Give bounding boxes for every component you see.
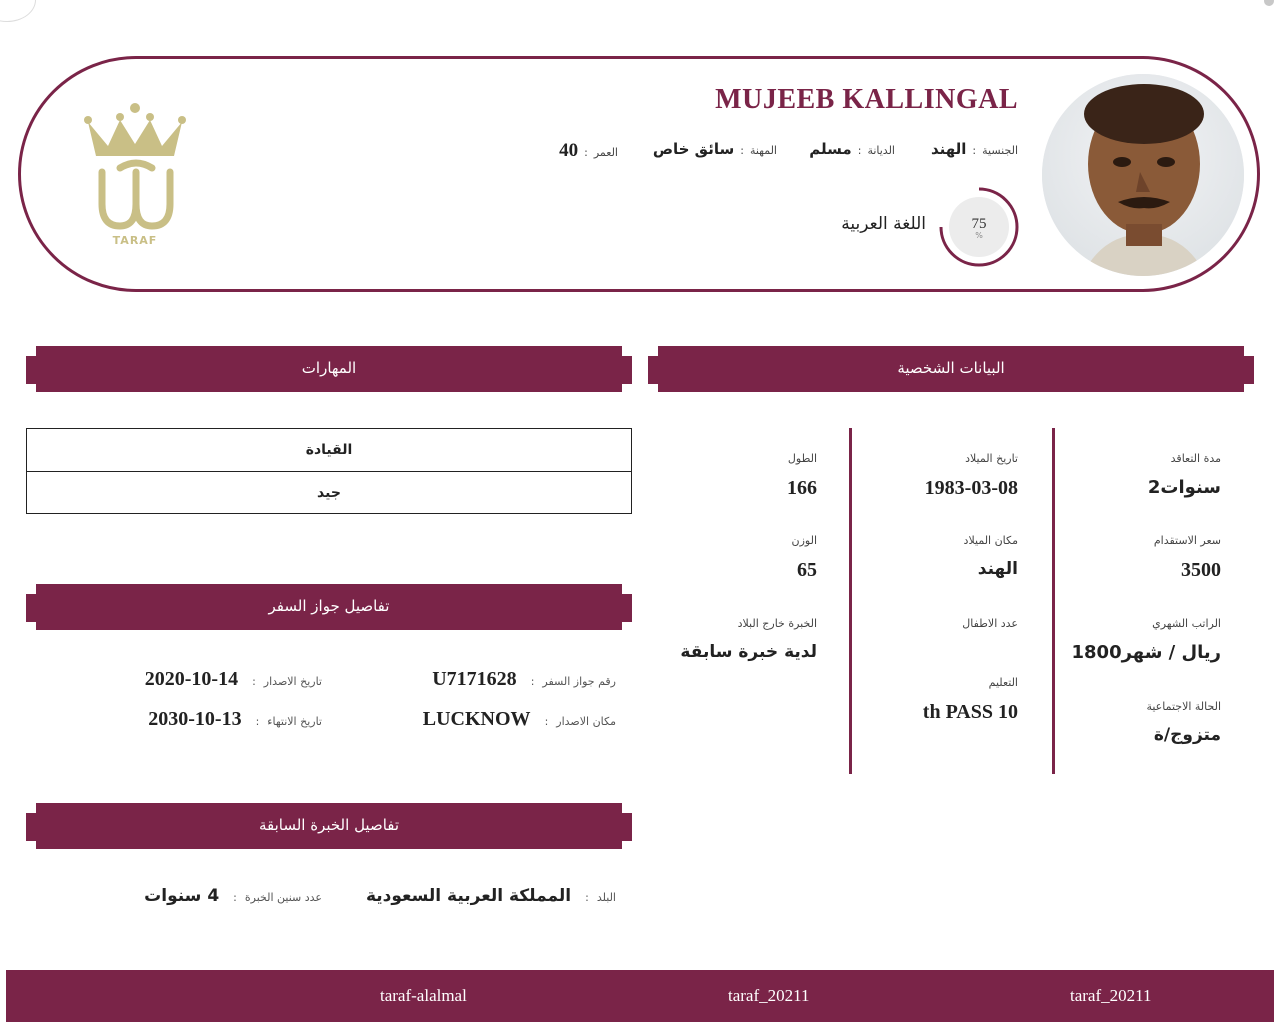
nationality-label: الجنسية: [982, 144, 1018, 157]
experience-years-value: 4 سنوات: [144, 886, 220, 906]
section-title-personal: البيانات الشخصية: [897, 359, 1005, 377]
candidate-name: MUJEEB KALLINGAL: [715, 84, 1018, 115]
profession-label: المهنة: [749, 144, 777, 157]
abroad-experience-field: [680, 617, 817, 662]
section-title-passport: تفاصيل جواز السفر: [268, 597, 390, 615]
expiry-date-label: تاريخ الانتهاء: [267, 715, 322, 728]
expiry-date-field: [148, 708, 322, 731]
monogram-icon: [102, 163, 170, 226]
issue-date-label: تاريخ الاصدار: [263, 675, 322, 688]
taraf-logo: [80, 100, 190, 250]
age-label: العمر: [593, 146, 618, 159]
age-field: [559, 140, 618, 162]
profession-field: [653, 140, 777, 158]
issue-place-value: LUCKNOW: [422, 708, 531, 730]
profile-photo: [1042, 74, 1244, 276]
issue-place-field: [423, 708, 616, 731]
monthly-salary-field: [1072, 617, 1222, 663]
section-title-skills: المهارات: [301, 359, 357, 377]
education-field: [923, 676, 1018, 724]
footer-link[interactable]: taraf_20211: [728, 986, 810, 1005]
field-value: لدية خبرة سابقة: [680, 642, 817, 662]
field-label: الراتب الشهري: [1152, 617, 1221, 630]
field-value: 1983-03-08: [924, 477, 1018, 499]
section-bar-personal: [648, 346, 1254, 392]
weight-field: [792, 534, 817, 582]
birth-place-field: [964, 534, 1018, 579]
section-bar-passport: [26, 584, 632, 630]
experience-years-label: عدد سنين الخبرة: [244, 891, 322, 904]
height-field: [787, 452, 817, 500]
field-value: 166: [787, 477, 817, 499]
field-label: مكان الميلاد: [963, 534, 1018, 547]
separator: :: [530, 675, 535, 688]
religion-label: الديانة: [867, 144, 895, 157]
skill-name: القيادة: [305, 442, 353, 458]
passport-number-label: رقم جواز السفر: [542, 675, 616, 688]
separator: :: [857, 144, 862, 157]
field-label: التعليم: [988, 676, 1018, 689]
column-divider: [1052, 428, 1055, 774]
children-count-field: [962, 617, 1018, 642]
field-label: سعر الاستقدام: [1153, 534, 1221, 547]
skill-level: جيد: [27, 471, 631, 514]
separator: :: [255, 715, 260, 728]
experience-country-field: [366, 886, 616, 906]
crown-icon: [84, 103, 186, 156]
footer-link[interactable]: taraf_20211: [1070, 986, 1152, 1005]
field-label: مدة التعاقد: [1170, 452, 1221, 465]
nationality-value: الهند: [930, 140, 967, 158]
experience-country-value: المملكة العربية السعودية: [365, 886, 572, 906]
section-title-experience: تفاصيل الخبرة السابقة: [258, 816, 400, 834]
column-divider: [849, 428, 852, 774]
separator: :: [252, 675, 256, 688]
field-value: الهند: [977, 559, 1018, 579]
field-label: الوزن: [791, 534, 817, 547]
section-bar-skills: [26, 346, 632, 392]
field-value: متزوج/ة: [1153, 725, 1221, 745]
skills-table: [26, 428, 632, 514]
experience-country-label: البلد: [596, 891, 616, 904]
profession-value: سائق خاص: [652, 140, 735, 158]
field-label: تاريخ الميلاد: [965, 452, 1018, 465]
field-value: th PASS 10: [922, 701, 1018, 723]
field-label: الطول: [787, 452, 817, 465]
religion-value: مسلم: [809, 140, 852, 158]
gauge-value: 75: [971, 216, 987, 232]
recruitment-price-field: [1154, 534, 1221, 582]
field-value: 1800ريال / شهر: [1071, 642, 1221, 663]
separator: :: [585, 891, 589, 904]
separator: :: [740, 144, 744, 157]
gauge-unit: %: [975, 231, 983, 240]
issue-date-value: 2020-10-14: [144, 668, 239, 690]
corner-decoration: [0, 0, 36, 22]
separator: :: [544, 715, 549, 728]
arabic-level-label: اللغة العربية: [841, 214, 926, 234]
field-value: 2سنوات: [1147, 477, 1221, 498]
age-value: 40: [559, 140, 579, 161]
field-label: عدد الاطفال: [962, 617, 1018, 630]
field-value: 3500: [1181, 559, 1221, 581]
marital-status-field: [1146, 700, 1221, 745]
passport-number-field: [432, 668, 616, 691]
field-label: الحالة الاجتماعية: [1146, 700, 1221, 713]
issue-date-field: [145, 668, 322, 691]
contract-duration-field: [1148, 452, 1221, 498]
logo-text: TARAF: [112, 234, 158, 247]
nationality-field: [931, 140, 1018, 158]
field-value: 65: [797, 559, 817, 581]
experience-years-field: [144, 886, 322, 906]
field-label: الخبرة خارج البلاد: [737, 617, 817, 630]
footer-link[interactable]: taraf-alalmal: [380, 986, 467, 1005]
birth-date-field: [925, 452, 1018, 500]
religion-field: [809, 140, 895, 158]
passport-number-value: U7171628: [432, 668, 517, 690]
section-bar-experience: [26, 803, 632, 849]
footer-bar: [6, 970, 1274, 1022]
expiry-date-value: 2030-10-13: [148, 708, 242, 730]
corner-dot: [1264, 0, 1274, 6]
separator: :: [233, 891, 237, 904]
separator: :: [584, 146, 588, 159]
issue-place-label: مكان الاصدار: [556, 715, 616, 728]
separator: :: [972, 144, 977, 157]
arabic-level-gauge: [938, 186, 1020, 268]
